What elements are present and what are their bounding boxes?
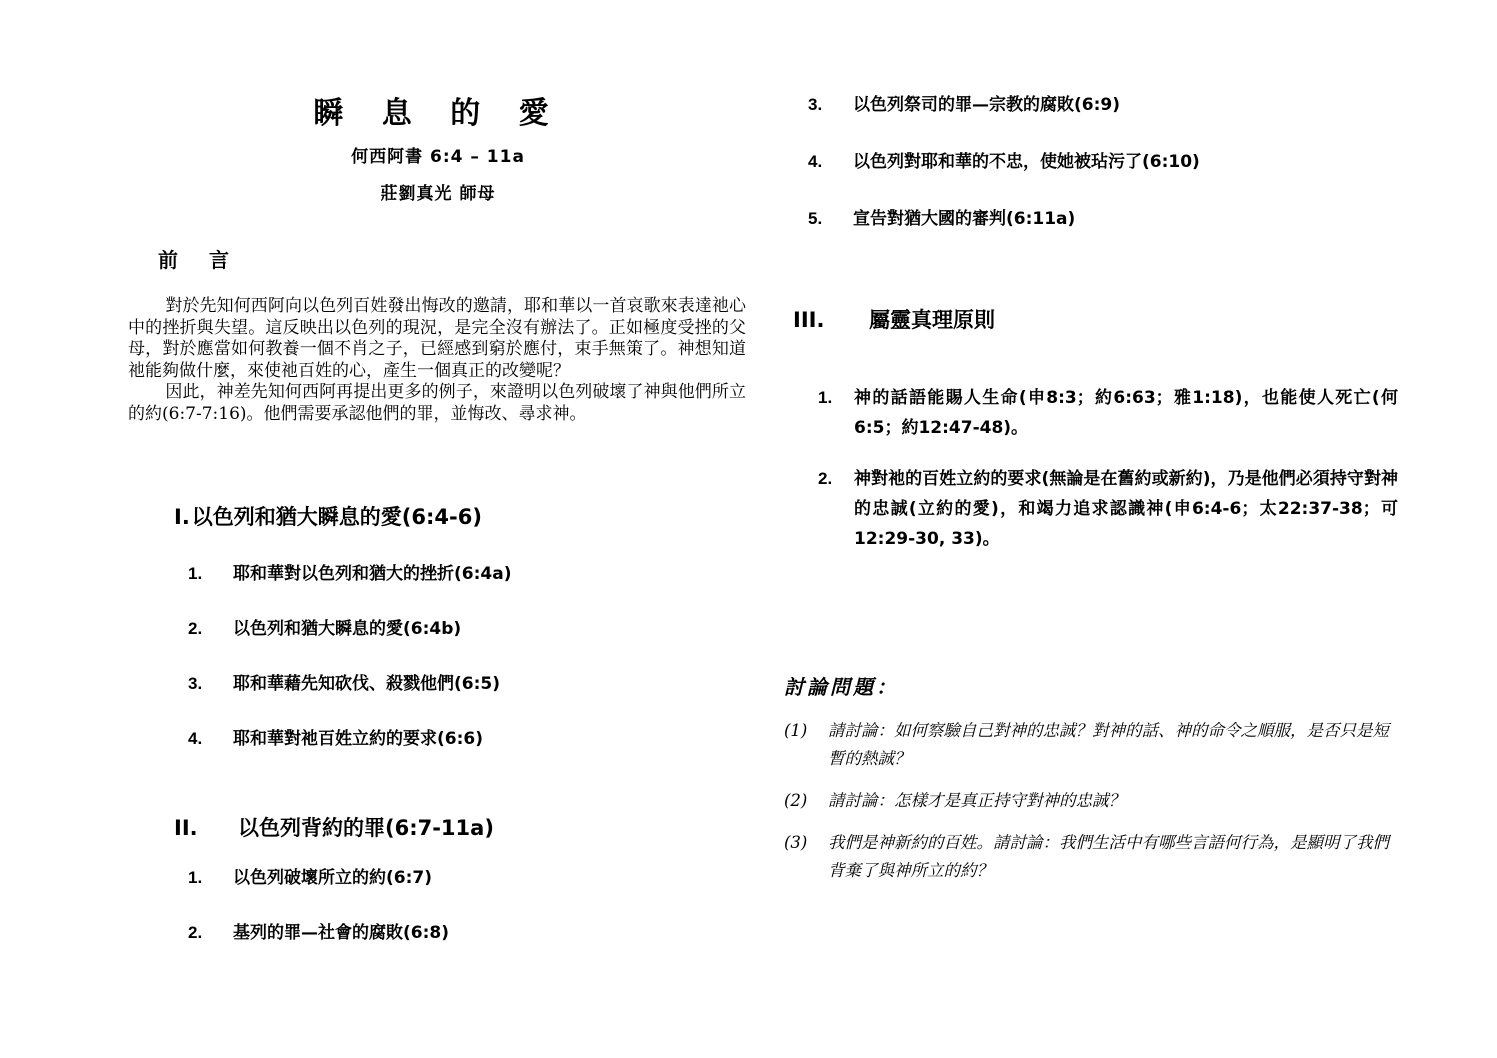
item-text: 神的話語能賜人生命(申8:3；約6:63；雅1:18)，也能使人死亡(何6:5；約12:47-48)。 xyxy=(854,388,1398,438)
section-2-label: II. xyxy=(174,816,198,840)
item-number: 3. xyxy=(188,674,203,693)
item-text: 以色列破壞所立的約(6:7) xyxy=(233,868,432,888)
section-2-items-left xyxy=(188,866,658,976)
item-number: 5. xyxy=(808,209,823,228)
section-3-title: 屬靈真理原則 xyxy=(869,308,995,332)
item-text: 以色列祭司的罪—宗教的腐敗(6:9) xyxy=(853,95,1120,115)
section-3-items xyxy=(818,383,1398,575)
list-item xyxy=(188,921,658,945)
list-item xyxy=(188,672,658,696)
item-number: 4. xyxy=(188,729,203,748)
question-text: 請討論：怎樣才是真正持守對神的忠誠？ xyxy=(828,791,1125,810)
item-number: 1. xyxy=(818,388,833,407)
section-2-items-right xyxy=(808,93,1368,264)
preface-paragraph-2: 因此，神差先知何西阿再提出更多的例子，來證明以色列破壞了神與他們所立的約(6:7-7:16)。他們需要承認他們的罪，並悔改、尋求神。 xyxy=(128,382,746,424)
preface-heading: 前 言 xyxy=(158,248,241,272)
author-name: 莊劉真光 師母 xyxy=(380,183,496,204)
item-text: 神對祂的百姓立約的要求(無論是在舊約或新約)，乃是他們必須持守對神的忠誠(立約的愛)，和竭力追求認識神(申6:4-6；太22:37-38；可12:29-30, 33)。 xyxy=(854,469,1398,549)
page-title: 瞬 息 的 愛 xyxy=(313,96,563,131)
item-text: 基列的罪—社會的腐敗(6:8) xyxy=(233,923,449,943)
section-3-label: III. xyxy=(793,308,825,332)
section-1-title: 以色列和猶大瞬息的愛(6:4-6) xyxy=(191,505,482,529)
discussion-heading: 討論問題： xyxy=(784,675,899,699)
section-2-heading xyxy=(174,812,494,842)
section-2-title: 以色列背約的罪(6:7-11a) xyxy=(238,816,494,840)
question-number: (1) xyxy=(784,721,808,740)
item-text: 耶和華對祂百姓立約的要求(6:6) xyxy=(233,729,483,749)
preface-paragraph-1: 對於先知何西阿向以色列百姓發出悔改的邀請，耶和華以一首哀歌來表達祂心中的挫折與失望。這反映出以色列的現況，是完全沒有辦法了。正如極度受挫的父母，對於應當如何教養一個不肖之子，已經感到窮於應付，束手無策了。神想知道祂能夠做什麼，來使祂百姓的心，產生一個真正的改變呢？ xyxy=(128,296,746,381)
section-3-heading xyxy=(793,304,995,334)
list-item xyxy=(188,617,658,641)
list-item xyxy=(808,150,1368,174)
document-header xyxy=(130,95,746,204)
list-item xyxy=(188,866,658,890)
item-number: 1. xyxy=(188,564,203,583)
discussion-question xyxy=(784,717,1402,773)
question-text: 請討論：如何察驗自己對神的忠誠？對神的話、神的命令之順服，是否只是短暫的熱誠？ xyxy=(828,721,1389,768)
item-text: 以色列對耶和華的不忠，使她被玷污了(6:10) xyxy=(853,152,1200,172)
list-item xyxy=(818,383,1398,443)
list-item xyxy=(188,562,658,586)
item-text: 以色列和猶大瞬息的愛(6:4b) xyxy=(233,619,462,639)
item-text: 宣告對猶大國的審判(6:11a) xyxy=(853,209,1076,229)
section-1-items xyxy=(188,562,658,782)
discussion-question xyxy=(784,829,1402,885)
list-item xyxy=(808,207,1368,231)
list-item xyxy=(188,727,658,751)
item-number: 4. xyxy=(808,152,823,171)
question-text: 我們是神新約的百姓。請討論：我們生活中有哪些言語何行為，是顯明了我們背棄了與神所立的約？ xyxy=(828,833,1389,880)
preface-body xyxy=(128,296,746,425)
item-number: 3. xyxy=(808,95,823,114)
item-number: 2. xyxy=(188,923,203,942)
scripture-reference: 何西阿書 6:4 – 11a xyxy=(351,146,525,167)
item-number: 2. xyxy=(188,619,203,638)
list-item xyxy=(818,464,1398,554)
item-text: 耶和華藉先知砍伐、殺戮他們(6:5) xyxy=(233,674,500,694)
section-1-label: I. xyxy=(174,505,190,529)
list-item xyxy=(808,93,1368,117)
discussion-question xyxy=(784,787,1402,815)
item-number: 2. xyxy=(818,469,833,488)
discussion-questions xyxy=(784,717,1402,899)
section-1-heading xyxy=(174,501,482,531)
question-number: (2) xyxy=(784,791,808,810)
item-text: 耶和華對以色列和猶大的挫折(6:4a) xyxy=(233,564,512,584)
item-number: 1. xyxy=(188,868,203,887)
question-number: (3) xyxy=(784,833,808,852)
